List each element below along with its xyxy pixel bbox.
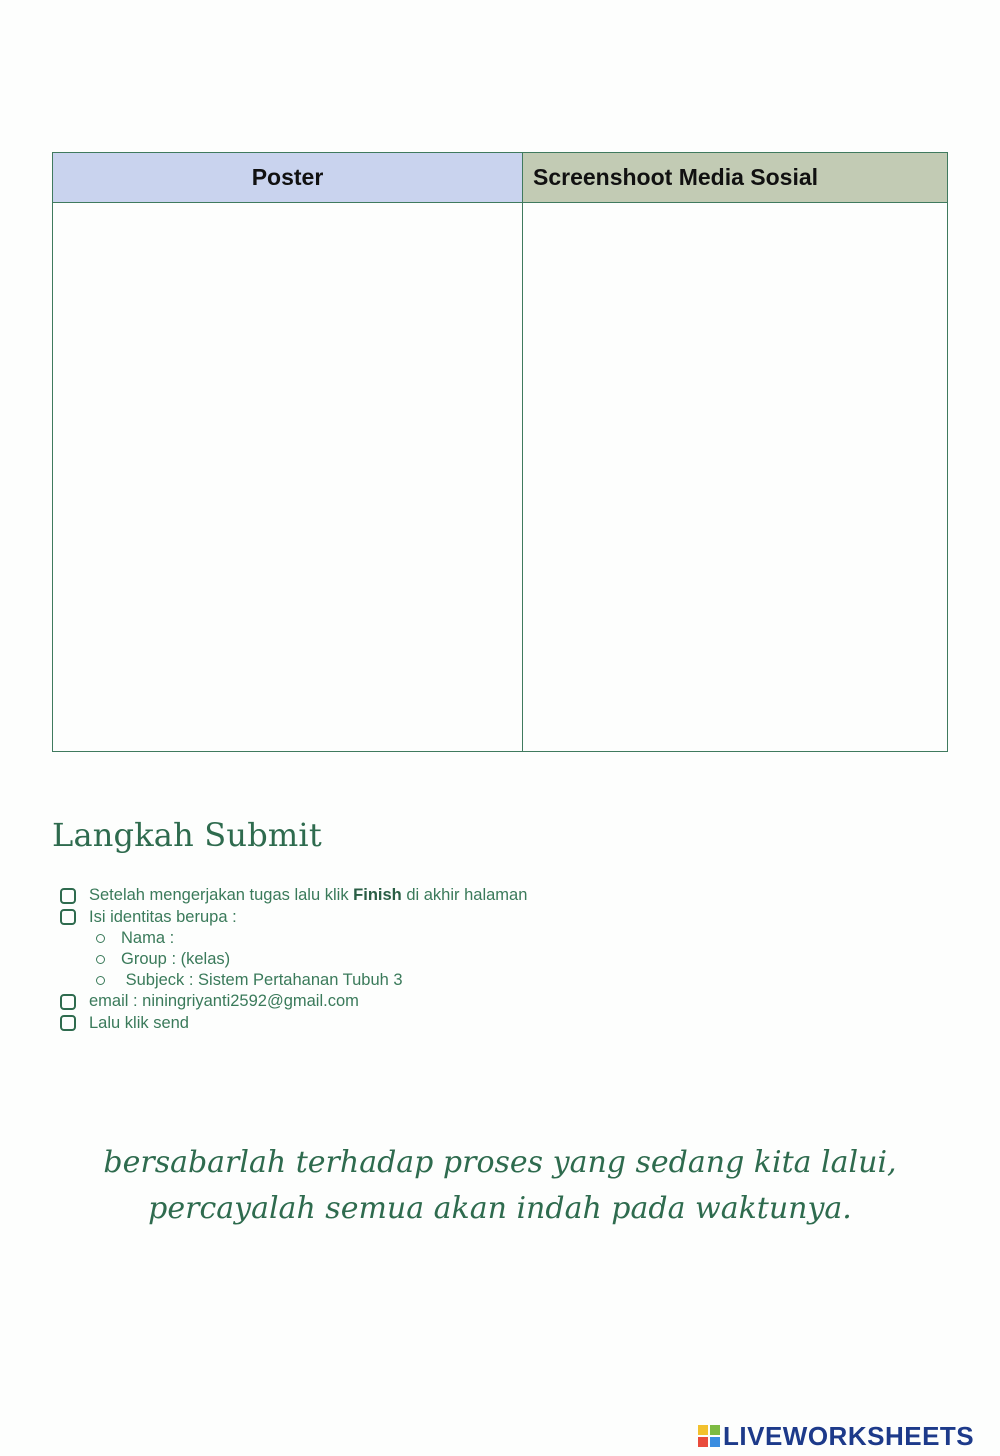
liveworksheets-logo — [698, 1422, 974, 1450]
quote-line: percayalah semua akan indah pada waktunya. — [148, 1191, 852, 1226]
sub-list-item — [60, 970, 527, 991]
finish-keyword: Finish — [353, 886, 402, 905]
list-item — [60, 1013, 527, 1035]
social-media-column-header: Screenshoot Media Sosial — [523, 153, 947, 203]
social-media-upload-cell[interactable] — [523, 203, 947, 751]
list-item — [60, 991, 527, 1013]
submit-steps-list — [60, 885, 527, 1034]
poster-column-header: Poster — [53, 153, 523, 203]
checkbox-icon — [60, 888, 76, 904]
submission-table — [52, 152, 948, 752]
list-item — [60, 907, 527, 929]
logo-text: LIVEWORKSHEETS — [723, 1420, 975, 1451]
checkbox-icon — [60, 1015, 76, 1031]
sub-item-text: Subjeck : Sistem Pertahanan Tubuh 3 — [121, 971, 403, 989]
step-text: Setelah mengerjakan tugas lalu klik Finish di akhir halaman — [89, 886, 528, 905]
step-text: email : niningriyanti2592@gmail.com — [89, 992, 359, 1011]
sub-item-text: Nama : — [121, 929, 175, 947]
list-item — [60, 885, 527, 907]
checkbox-icon — [60, 909, 76, 925]
sub-item-text: Group : (kelas) — [121, 950, 231, 968]
sub-list-item — [60, 949, 527, 970]
motivational-quote — [0, 1140, 1000, 1232]
step-text: Isi identitas berupa : — [89, 907, 237, 926]
circle-bullet-icon — [96, 976, 105, 985]
poster-upload-cell[interactable] — [53, 203, 523, 751]
step-text: Lalu klik send — [89, 1013, 189, 1032]
submit-steps-heading: Langkah Submit — [52, 816, 322, 854]
circle-bullet-icon — [96, 955, 105, 964]
checkbox-icon — [60, 994, 76, 1010]
circle-bullet-icon — [96, 934, 105, 943]
liveworksheets-logo-icon — [698, 1425, 720, 1447]
sub-list-item — [60, 928, 527, 949]
quote-line: bersabarlah terhadap proses yang sedang kita lalui, — [103, 1145, 897, 1180]
